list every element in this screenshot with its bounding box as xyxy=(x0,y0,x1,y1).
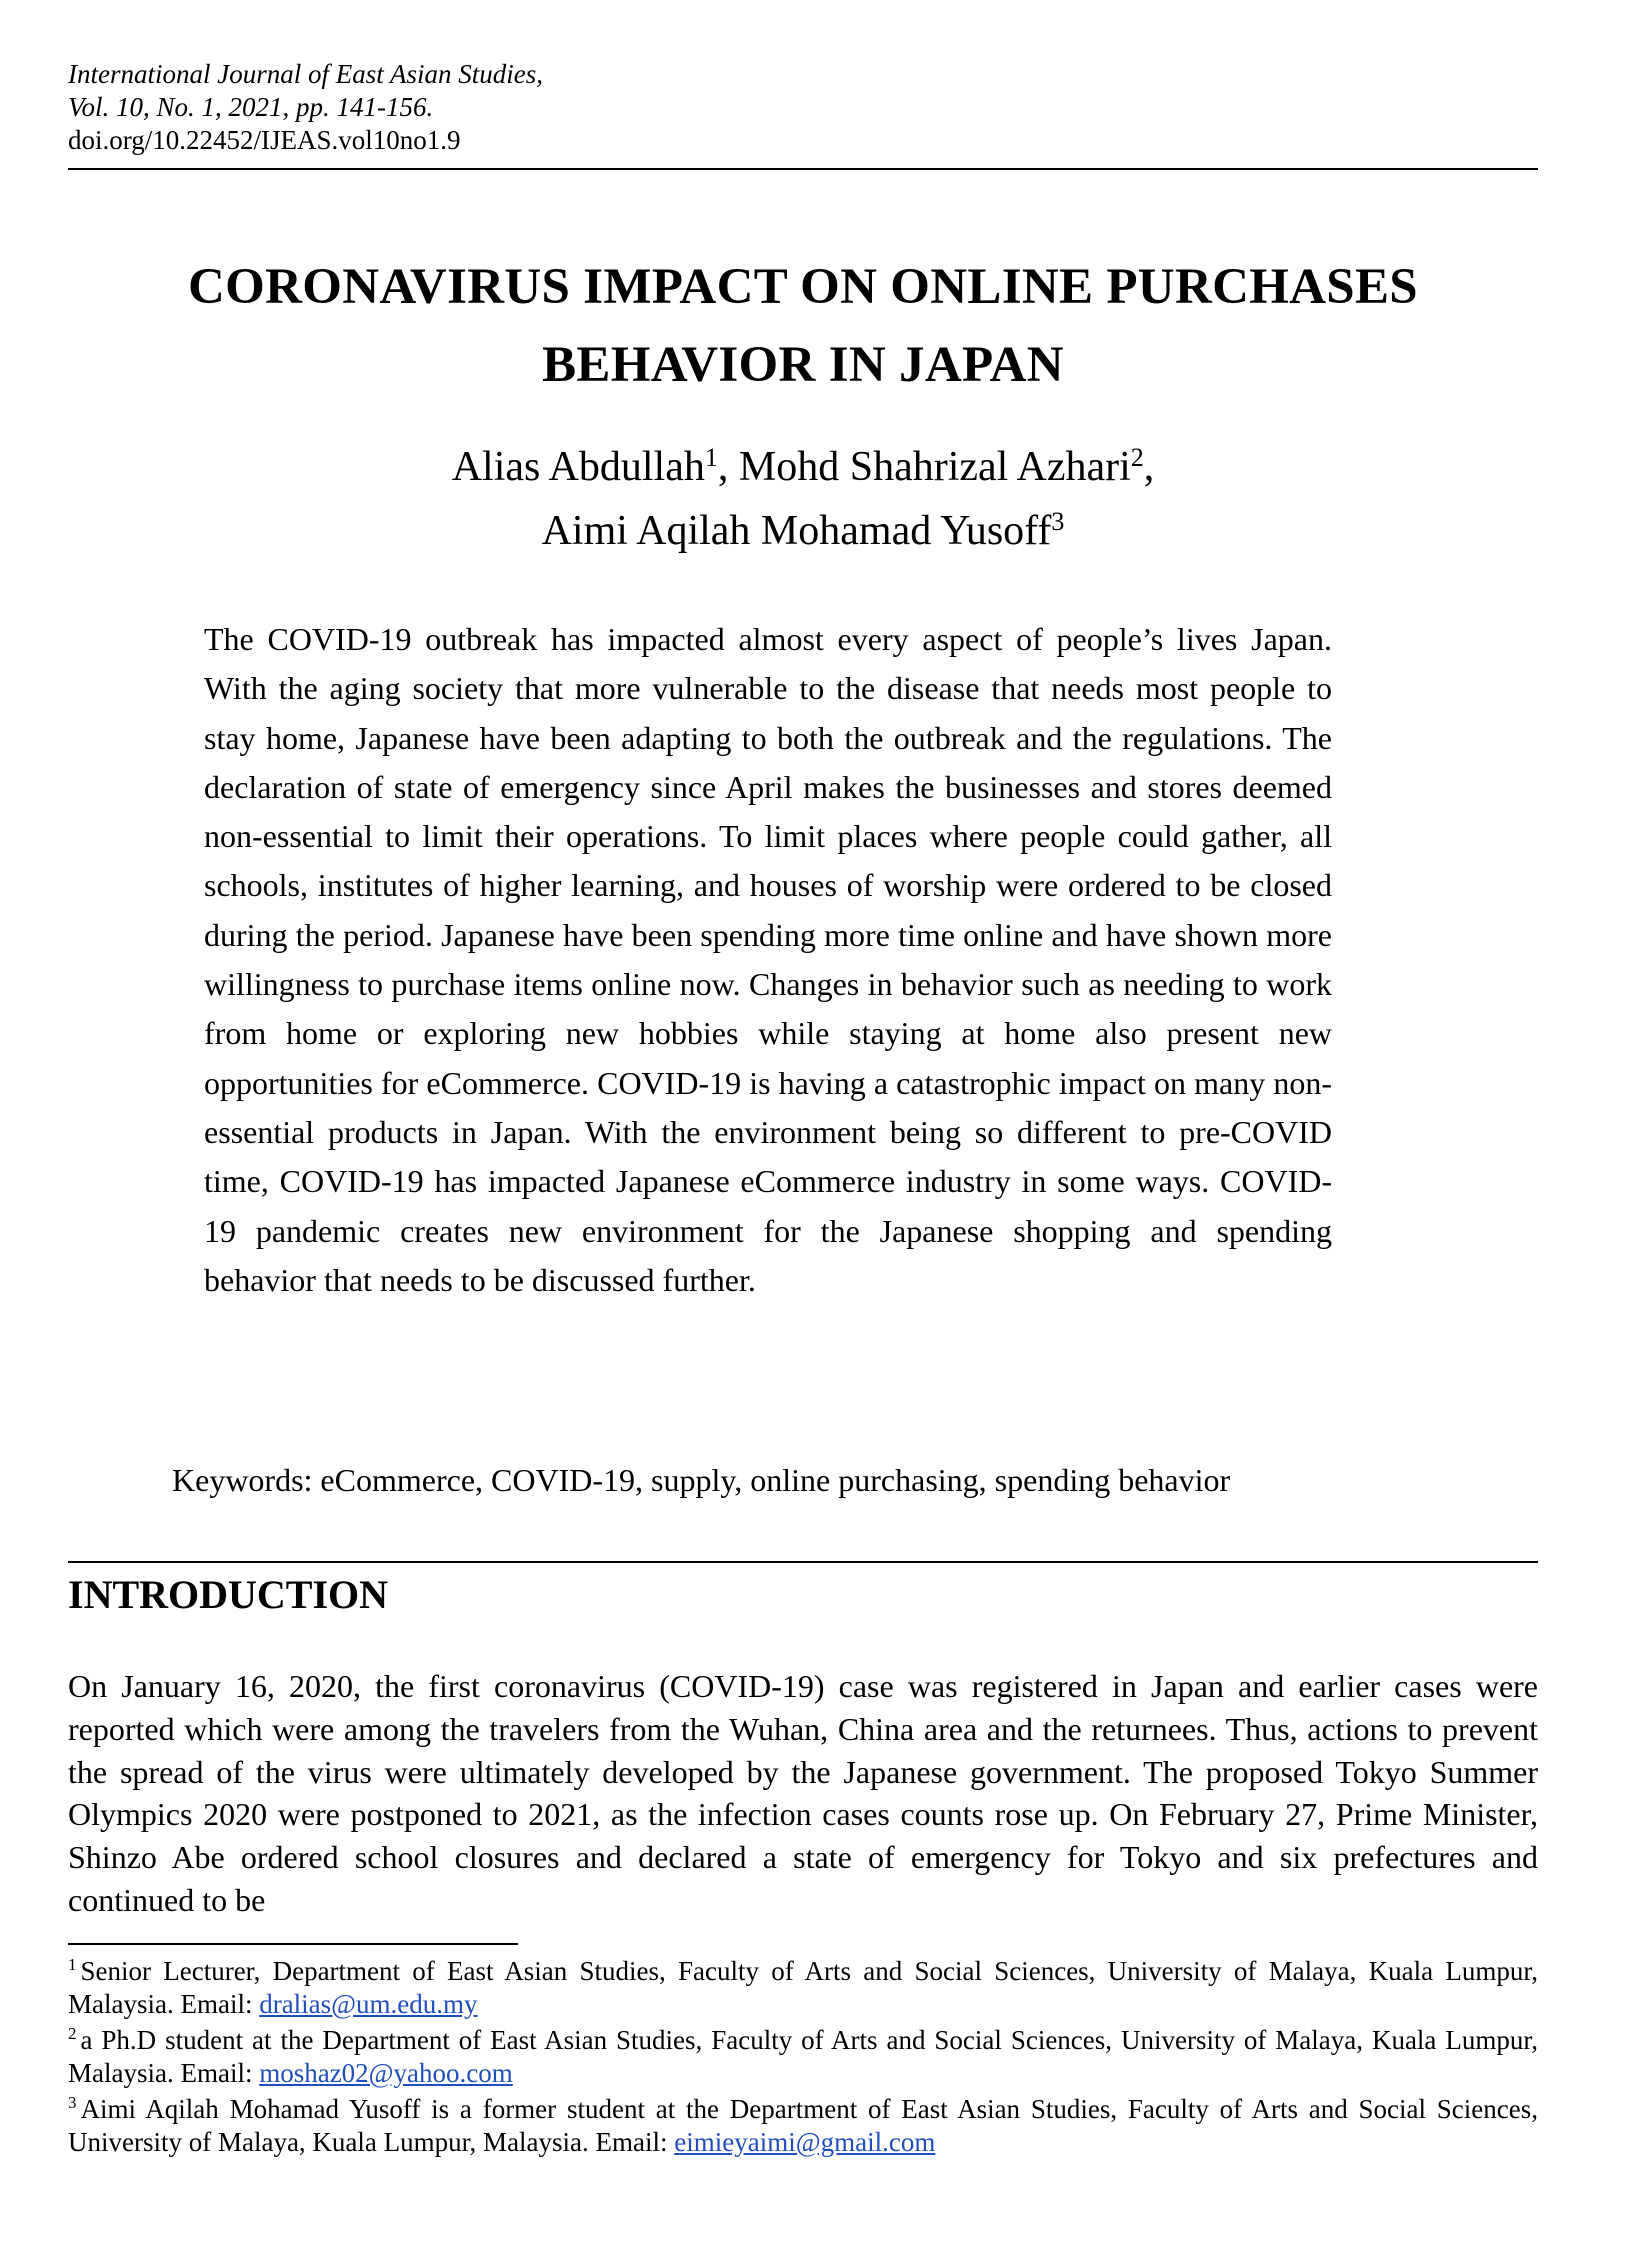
footnote-1 xyxy=(68,1955,1538,2020)
header-divider xyxy=(68,168,1538,170)
journal-header xyxy=(68,58,1538,157)
author-2-name: Mohd Shahrizal Azhari xyxy=(738,444,1131,490)
author-separator: , xyxy=(1143,444,1155,490)
footnote-divider xyxy=(68,1943,518,1945)
paper-title xyxy=(68,248,1538,404)
footnote-marker: 3 xyxy=(68,2093,77,2112)
footnote-marker: 1 xyxy=(68,1955,77,1974)
author-1-affiliation-marker: 1 xyxy=(704,443,718,472)
journal-volume: Vol. 10, No. 1, 2021, pp. 141-156. xyxy=(68,92,434,122)
author-separator: , xyxy=(717,444,739,490)
doi: doi.org/10.22452/IJEAS.vol10no1.9 xyxy=(68,125,461,155)
authors-line-2 xyxy=(68,499,1538,563)
title-line-2: BEHAVIOR IN JAPAN xyxy=(542,337,1064,393)
section-divider xyxy=(68,1561,1538,1563)
footnote-2 xyxy=(68,2024,1538,2089)
introduction-paragraph: On January 16, 2020, the first coronavirus (COVID-19) case was registered in Japan and earlier cases were reported which were among the travelers from the Wuhan, China area and the returnees. Thus, actions to prevent the spread of the virus were ultimately developed by the Japanese government. The proposed Tokyo Summer Olympics 2020 were postponed to 2021, as the infection cases counts rose up. On February 27, Prime Minister, Shinzo Abe ordered school closures and declared a state of emergency for Tokyo and six prefectures and continued to be xyxy=(68,1668,1538,1918)
email-link[interactable]: dralias@um.edu.my xyxy=(259,1988,478,2019)
author-3-name: Aimi Aqilah Mohamad Yusoff xyxy=(541,508,1052,554)
email-link[interactable]: moshaz02@yahoo.com xyxy=(259,2057,513,2088)
footnote-text: Senior Lecturer, Department of East Asian Studies, Faculty of Arts and Social Sciences, University of Malaya, Kuala Lumpur, Malaysia. Email: xyxy=(68,1956,1538,2019)
keywords: Keywords: eCommerce, COVID-19, supply, online purchasing, spending behavior xyxy=(172,1462,1231,1498)
footnote-text: Aimi Aqilah Mohamad Yusoff is a former student at the Department of East Asian Studies, Faculty of Arts and Social Sciences, University of Malaya, Kuala Lumpur, Malaysia. Email: xyxy=(68,2094,1538,2157)
footnote-text: a Ph.D student at the Department of East Asian Studies, Faculty of Arts and Social Sciences, University of Malaya, Kuala Lumpur, Malaysia. Email: xyxy=(68,2025,1538,2088)
authors-line-1 xyxy=(68,435,1538,499)
email-link[interactable]: eimieyaimi@gmail.com xyxy=(674,2126,936,2157)
author-list xyxy=(68,435,1538,563)
footnote-3 xyxy=(68,2093,1538,2158)
journal-name: International Journal of East Asian Studies, xyxy=(68,59,543,89)
author-3-affiliation-marker: 3 xyxy=(1051,507,1065,536)
abstract: The COVID-19 outbreak has impacted almost every aspect of people’s lives Japan. With the aging society that more vulnerable to the disease that needs most people to stay home, Japanese have been adapting to both the outbreak and the regulations. The declaration of state of emergency since April makes the businesses and stores deemed non-essential to limit their operations. To limit places where people could gather, all schools, institutes of higher learning, and houses of worship were ordered to be closed during the period. Japanese have been spending more time online and have shown more willingness to purchase items online now. Changes in behavior such as needing to work from home or exploring new hobbies while staying at home also present new opportunities for eCommerce. COVID-19 is having a catastrophic impact on many non-essential products in Japan. With the environment being so different to pre-COVID time, COVID-19 has impacted Japanese eCommerce industry in some ways. COVID-19 pandemic creates new environment for the Japanese shopping and spending behavior that needs to be discussed further. xyxy=(204,621,1332,1298)
author-2-affiliation-marker: 2 xyxy=(1130,443,1144,472)
author-1-name: Alias Abdullah xyxy=(451,444,705,490)
footnote-marker: 2 xyxy=(68,2024,77,2043)
footnotes xyxy=(68,1955,1538,2162)
introduction-heading: INTRODUCTION xyxy=(68,1572,389,1617)
title-line-1: CORONAVIRUS IMPACT ON ONLINE PURCHASES xyxy=(188,259,1418,315)
